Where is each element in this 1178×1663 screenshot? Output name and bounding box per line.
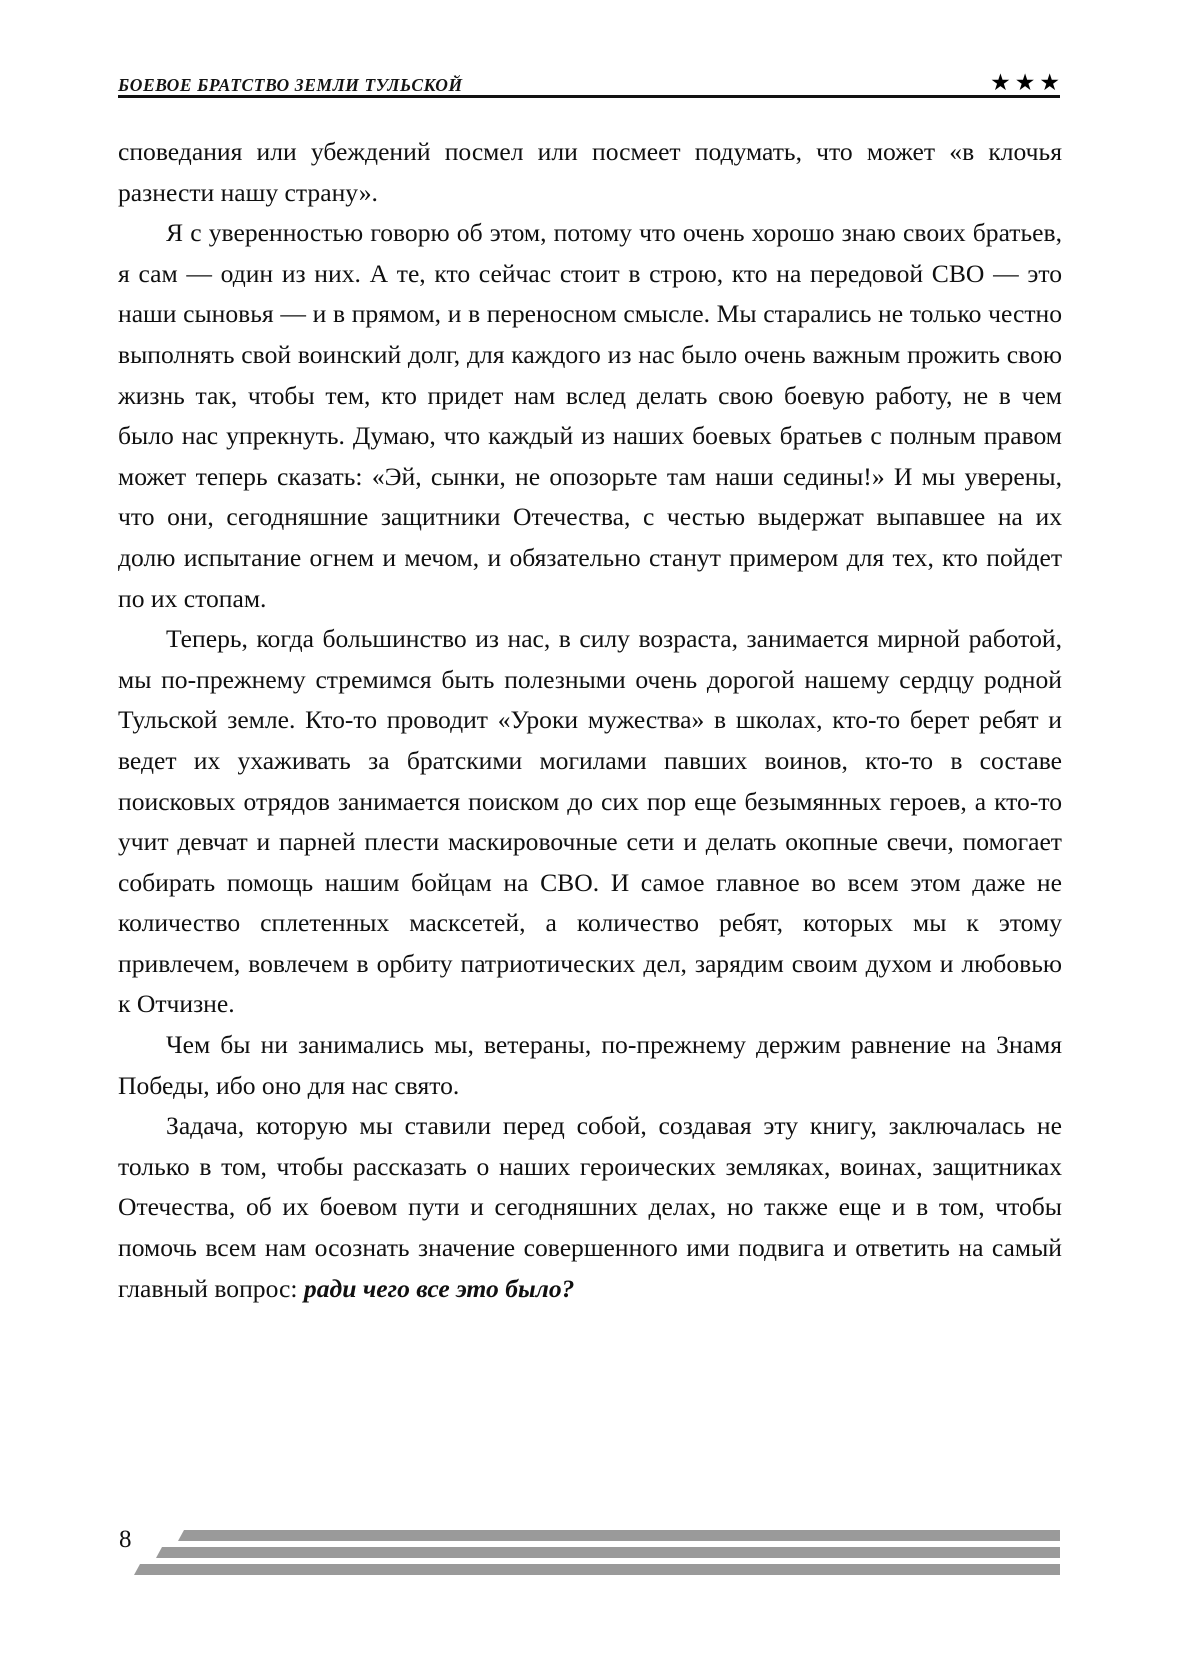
paragraph: Чем бы ни занимались мы, ветераны, по-прежнему держим равнение на Знамя Победы, ибо оно для нас свято. [118, 1030, 1062, 1100]
paragraph: Теперь, когда большинство из нас, в силу возраста, занимается мирной работой, мы по-прежнему стремимся быть полезными очень дорогой нашему сердцу родной Тульской земле. Кто-то проводит «Уроки мужества» в школах, кто-то берет ребят и ведет их ухаживать за братскими могилами павших воинов, кто-то в составе поисковых отрядов занимается поиском до сих пор еще безымянных героев, а кто-то учит девчат и парней плести маскировочные сети и делать окопные свечи, помогает собирать помощь нашим бойцам на СВО. И самое главное во всем этом даже не количество сплетенных масксетей, а количество ребят, которых мы к этому привлечем, вовлечем в орбиту патриотических дел, зарядим своим духом и любовью к Отчизне. [118, 624, 1062, 1019]
page-number: 8 [119, 1526, 132, 1553]
header-rule [118, 95, 1060, 98]
body-text [118, 132, 1062, 1309]
star-icon: ★ [1039, 70, 1060, 95]
ornament-bar-middle [156, 1547, 1060, 1558]
footer-ornament [130, 1528, 1060, 1584]
paragraph: споведания или убеждений посмел или посмеет подумать, что может «в клочья разнести нашу страну». [118, 137, 1062, 207]
ornament-bar-top [178, 1530, 1060, 1541]
running-head-title: БОЕВОЕ БРАТСТВО ЗЕМЛИ ТУЛЬСКОЙ [118, 74, 463, 95]
paragraph-with-emphasis [118, 1106, 1062, 1309]
running-head-star-group [990, 71, 1060, 94]
paragraph: Я с уверенностью говорю об этом, потому что очень хорошо знаю своих братьев, я сам — один из них. А те, кто сейчас стоит в строю, кто на передовой СВО — это наши сыновья — и в прямом, и в переносном смысле. Мы старались не только честно выполнять свой воинский долг, для каждого из нас было очень важным прожить свою жизнь так, чтобы тем, кто придет нам вслед делать свою боевую работу, не в чем было нас упрекнуть. Думаю, что каждый из наших боевых братьев с полным правом может теперь сказать: «Эй, сынки, не опозорьте там наши седины!» И мы уверены, что они, сегодняшние защитники Отечества, с честью выдержат выпавшее на их долю испытание огнем и мечом, и обязательно станут примером для тех, кто пойдет по их стопам. [118, 218, 1062, 613]
running-head [118, 52, 1060, 94]
star-icon: ★ [1014, 70, 1036, 95]
emphasized-question: ради чего все это было? [303, 1273, 575, 1303]
star-icon: ★ [990, 70, 1011, 95]
ornament-bar-bottom [134, 1564, 1060, 1575]
paragraph-lead-text: Задача, которую мы ставили перед собой, создавая эту книгу, заключалась не только в том, чтобы рассказать о наших героических земляках, воинах, защитниках Отечества, об их боевом пути и сегодняшних делах, но также еще и в том, чтобы помочь всем нам осознать значение совершенного ими подвига и ответить на самый главный вопрос: [118, 1111, 1062, 1303]
